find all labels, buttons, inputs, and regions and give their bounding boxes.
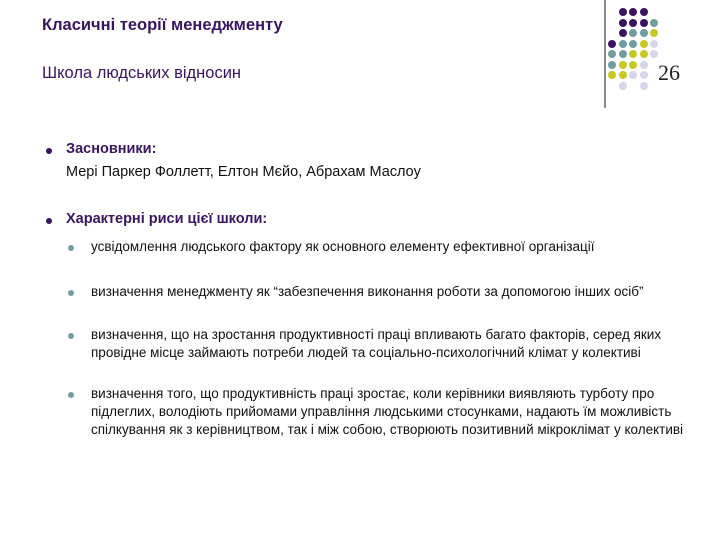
decoration-dot [619,8,627,16]
decoration-dot [650,29,658,37]
decoration-dot [619,50,627,58]
decoration-dot [629,19,637,27]
bullet-marker [46,148,52,154]
decoration-dot [640,8,648,16]
decoration-dot [619,19,627,27]
decoration-dot [629,71,637,79]
decoration-dot [640,50,648,58]
decoration-dot [608,71,616,79]
decoration-dot [650,50,658,58]
decoration-dot [619,29,627,37]
founders-heading: Засновники: [66,141,157,157]
dot-grid-decoration [604,8,664,98]
decoration-dot [629,29,637,37]
trait-item: визначення менеджменту як “забезпечення виконання роботи за допомогою інших осіб” [91,284,644,299]
decoration-dot [640,29,648,37]
decoration-dot [640,40,648,48]
slide-subtitle: Школа людських відносин [42,64,242,82]
bullet-marker [46,218,52,224]
sub-bullet-marker [68,392,74,398]
decoration-dot [619,61,627,69]
decoration-dot [619,71,627,79]
trait-item: усвідомлення людського фактору як основного елементу ефективної організації [91,239,595,254]
traits-heading: Характерні риси цієї школи: [66,211,268,227]
decoration-dot [640,82,648,90]
decoration-dot [640,19,648,27]
page-number: 26 [658,60,680,85]
trait-item: визначення, що на зростання продуктивності праці впливають багато факторів, серед яких провідне місце займають потреби людей та соціально-психологічний клімат у колективі [91,327,662,360]
decoration-dot [640,71,648,79]
sub-bullet-marker [68,333,74,339]
decoration-dot [629,8,637,16]
decoration-dot [608,50,616,58]
decoration-dot [608,61,616,69]
trait-item: визначення того, що продуктивність праці зростає, коли керівники виявляють турботу про підлеглих, володіють прийомами управління людськими стосунками, надають їм можливість спілкування як з керівництвом, так і між собою, створюють позитивний мікроклімат у колективі [91,386,684,437]
decoration-dot [650,40,658,48]
decoration-dot [629,50,637,58]
decoration-dot [608,40,616,48]
sub-bullet-marker [68,245,74,251]
sub-bullet-marker [68,290,74,296]
decoration-dot [640,61,648,69]
founders-text: Мері Паркер Фоллетт, Елтон Мєйо, Абрахам Маслоу [66,164,421,180]
decoration-dot [619,40,627,48]
slide-title: Класичні теорії менеджменту [42,16,283,34]
decoration-dot [619,82,627,90]
decoration-dot [629,40,637,48]
decoration-dot [629,61,637,69]
decoration-dot [650,19,658,27]
